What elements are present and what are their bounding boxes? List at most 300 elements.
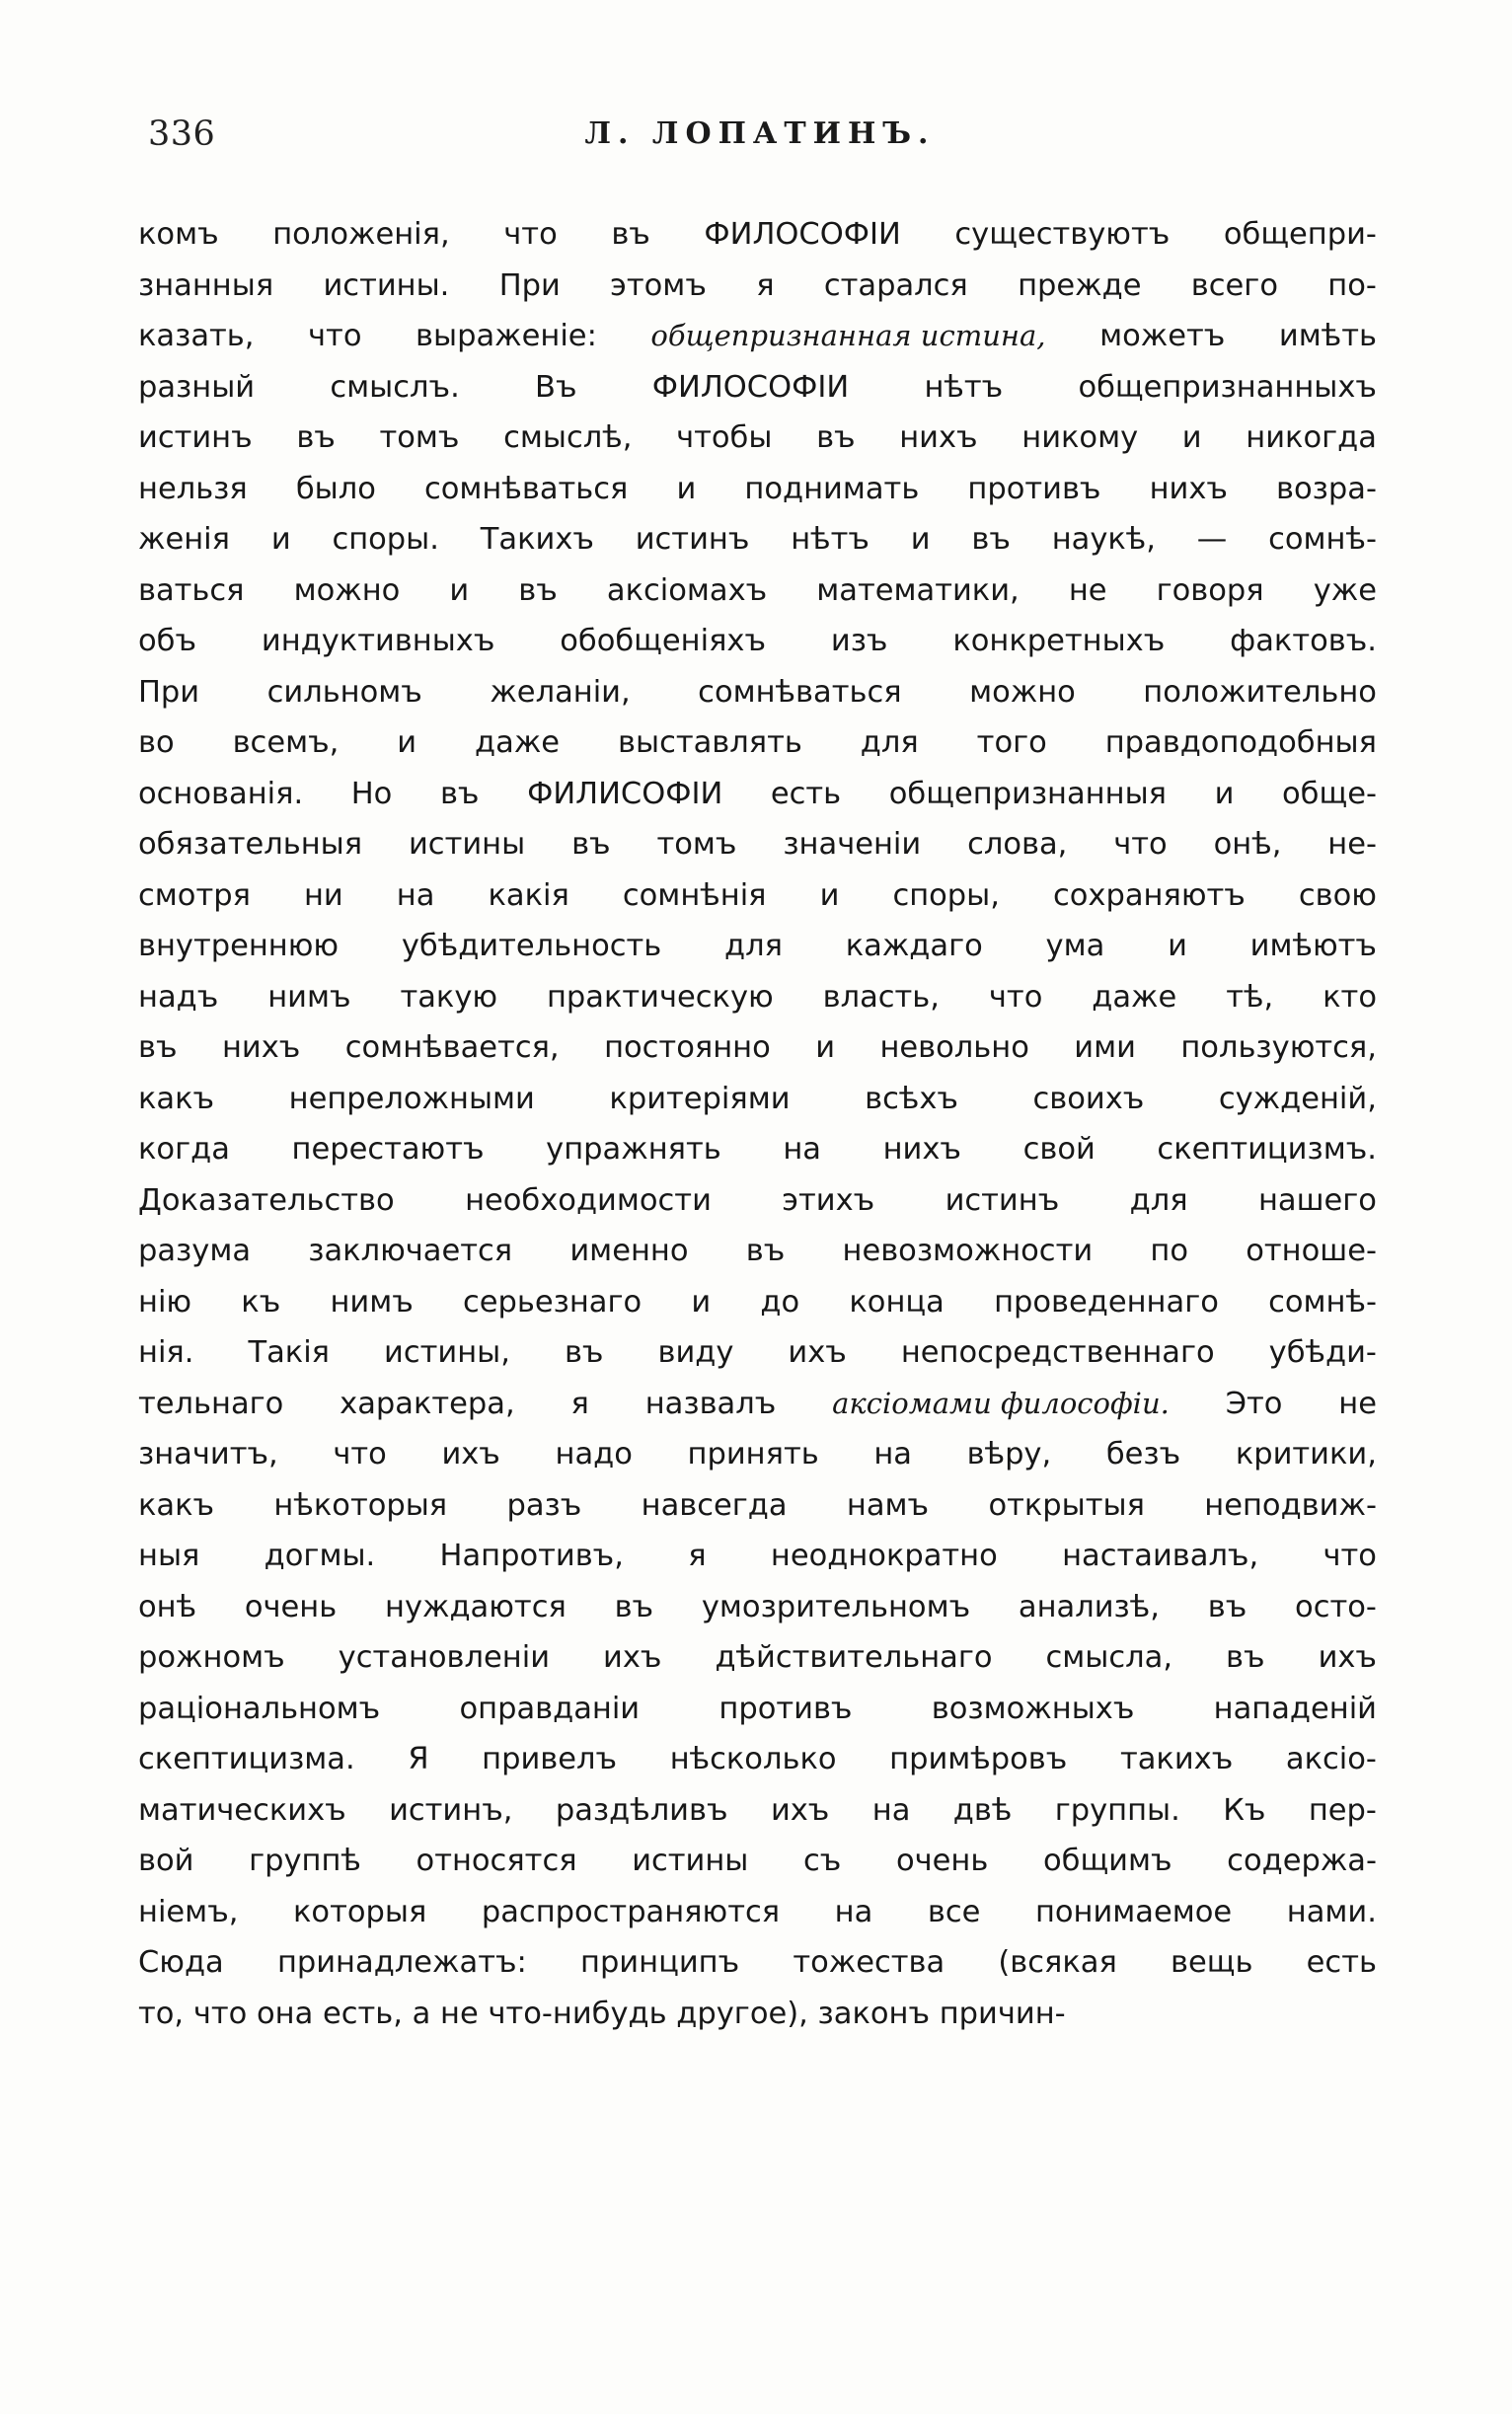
word: ФИЛОСОФІИ (651, 369, 850, 405)
word: смысла, (1045, 1640, 1173, 1675)
word: практическую (546, 979, 774, 1015)
text-line (138, 1480, 1377, 1532)
word: не (1338, 1386, 1377, 1421)
word: обобщеніяхъ (560, 624, 767, 658)
word: нашего (1257, 1182, 1377, 1218)
word: чтобы (676, 420, 773, 455)
word: къ (241, 1284, 281, 1320)
word: навсегда (641, 1487, 788, 1523)
word: сужденій, (1218, 1081, 1377, 1116)
word: Я (408, 1742, 429, 1776)
word: прежде (1018, 267, 1142, 303)
word: всего (1190, 267, 1278, 303)
word: томъ (379, 420, 460, 455)
word: онѣ (138, 1589, 197, 1624)
word: причин- (939, 1996, 1066, 2031)
word: слова, (967, 827, 1068, 862)
word: для (724, 929, 783, 963)
text-line (138, 566, 1377, 617)
text-line (138, 1582, 1377, 1633)
word: пер- (1308, 1792, 1377, 1828)
word: какъ (138, 1081, 215, 1116)
text-line (138, 769, 1377, 820)
word: власть, (822, 979, 940, 1015)
word: упражнять (546, 1132, 721, 1167)
word: настаивалъ, (1062, 1539, 1259, 1573)
word: ніемъ, (138, 1894, 239, 1929)
word: Сюда (138, 1945, 224, 1980)
word: можно (969, 674, 1076, 710)
text-line (138, 1887, 1377, 1938)
word: Въ (535, 369, 577, 405)
word: что (988, 979, 1043, 1015)
word: сомнѣ- (1268, 1284, 1377, 1320)
word: очень (244, 1589, 338, 1624)
word: распространяются (481, 1894, 781, 1929)
word: убѣди- (1268, 1335, 1377, 1370)
word: нуждаются (385, 1589, 567, 1624)
word: наукѣ, (1051, 522, 1156, 557)
word: было (295, 471, 376, 506)
word: законъ (817, 1996, 940, 2031)
text-line (138, 1785, 1377, 1837)
word: для (860, 725, 919, 760)
word: разный (138, 369, 256, 405)
word: группѣ (249, 1844, 361, 1878)
word: нами. (1286, 1894, 1377, 1929)
word: по- (1327, 267, 1377, 303)
word: возра- (1276, 471, 1377, 506)
word: имѣть (1278, 319, 1377, 353)
word: ФИЛОСОФІИ (704, 217, 901, 252)
word: Такихъ (480, 522, 594, 557)
word: конкретныхъ (952, 624, 1166, 658)
text-line (138, 1226, 1377, 1277)
word: въ (971, 522, 1011, 557)
word: и (815, 1030, 836, 1065)
word: выставлять (618, 725, 802, 760)
word: принять (687, 1437, 819, 1471)
word: ни (303, 877, 343, 913)
word: вой (138, 1844, 194, 1878)
word: даже (1092, 979, 1177, 1015)
word: ума (1045, 929, 1105, 963)
word: сомнѣ- (1268, 522, 1377, 557)
word: въ (571, 827, 611, 862)
word: перестаютъ (291, 1132, 485, 1167)
word: на (871, 1792, 911, 1828)
word: что (333, 1437, 387, 1471)
word: своихъ (1032, 1081, 1145, 1116)
word: конца (849, 1284, 945, 1320)
word: томъ (656, 827, 737, 862)
word: тельнаго (138, 1386, 284, 1421)
word: уже (1313, 572, 1377, 608)
word: споры. (332, 522, 439, 557)
word: обще- (1282, 776, 1377, 811)
word: нимъ (330, 1284, 414, 1320)
word: Но (350, 776, 393, 811)
word: примѣровъ (889, 1742, 1068, 1776)
word: сильномъ (266, 674, 422, 710)
word: ваться (138, 572, 245, 608)
word: ныя (138, 1539, 200, 1573)
word: очень (895, 1844, 989, 1878)
text-line (138, 1734, 1377, 1785)
word: и (1214, 776, 1235, 811)
text-line (138, 1836, 1377, 1887)
word: (всякая (998, 1945, 1117, 1980)
word: онѣ, (1213, 827, 1282, 862)
word: женія (138, 522, 231, 557)
word: и (910, 522, 931, 557)
page-header (148, 109, 1372, 168)
word: привелъ (482, 1742, 618, 1776)
word: такую (400, 979, 498, 1015)
word: заключается (308, 1234, 513, 1268)
word: въ (611, 217, 650, 252)
word: никому (1021, 420, 1139, 455)
word: намъ (846, 1487, 930, 1523)
word: установленіи (338, 1640, 551, 1675)
word: свой (1022, 1132, 1096, 1167)
word: дѣйствительнаго (715, 1640, 993, 1675)
word: выраженіе: (416, 319, 597, 353)
text-line (138, 362, 1377, 414)
word: тожества (793, 1945, 945, 1980)
word: какія (488, 877, 569, 913)
word: истины (632, 1844, 749, 1878)
word: нію (138, 1284, 192, 1320)
text-line (138, 514, 1377, 566)
word: не (440, 1996, 489, 2031)
word: общепри- (1223, 217, 1377, 252)
word: безъ (1105, 1437, 1181, 1471)
text-line (138, 1989, 1377, 2040)
word: критеріями (609, 1081, 791, 1116)
word: скептицизмъ. (1157, 1132, 1377, 1167)
word: то, (138, 1996, 193, 2031)
word: При (138, 674, 200, 710)
word: нападеній (1213, 1691, 1377, 1726)
word: открытыя (988, 1487, 1145, 1523)
word: убѣдительность (401, 929, 662, 963)
word: никогда (1246, 420, 1377, 455)
word: ихъ (1318, 1640, 1377, 1675)
word: можетъ (1099, 319, 1226, 353)
word: истинъ (945, 1182, 1060, 1218)
word: положительно (1143, 674, 1377, 710)
text-line (138, 311, 1377, 362)
word: матическихъ (138, 1792, 346, 1828)
text-line (138, 1074, 1377, 1125)
word: раздѣливъ (555, 1792, 728, 1828)
word: всѣхъ (865, 1081, 958, 1116)
word: Напротивъ, (439, 1539, 624, 1573)
word: знанныя (138, 267, 274, 303)
word: нихъ (899, 420, 978, 455)
word: назвалъ (644, 1386, 777, 1421)
word: на (873, 1437, 912, 1471)
text-line (138, 1379, 1377, 1430)
word: сохраняютъ (1053, 877, 1246, 913)
word: возможныхъ (931, 1691, 1135, 1726)
word: на (396, 877, 435, 913)
word: въ (296, 420, 336, 455)
body-text (138, 209, 1377, 2039)
word: пользуются, (1180, 1030, 1377, 1065)
word: и (449, 572, 470, 608)
word: противъ (718, 1691, 853, 1726)
word: нѣтъ (924, 369, 1004, 405)
text-line (138, 1124, 1377, 1175)
text-line (138, 717, 1377, 769)
word: сомнѣваться (423, 471, 629, 506)
word: изъ (830, 624, 888, 658)
word: общепризнанныхъ (1078, 369, 1377, 405)
word: сомнѣвается, (344, 1030, 560, 1065)
word: этихъ (782, 1182, 875, 1218)
word: смыслъ. (330, 369, 460, 405)
word: тѣ, (1226, 979, 1274, 1015)
word: рожномъ (138, 1640, 285, 1675)
word: и (676, 471, 697, 506)
word: истины, (384, 1335, 510, 1370)
word: можно (293, 572, 401, 608)
word: сомнѣнія (622, 877, 767, 913)
word: разума (138, 1234, 252, 1268)
word: есть (770, 776, 842, 811)
word: индуктивныхъ (261, 624, 495, 658)
word: обязательныя (138, 827, 363, 862)
word: все (927, 1894, 981, 1929)
word: вѣру, (966, 1437, 1052, 1471)
word: содержа- (1227, 1844, 1377, 1878)
word: — (1196, 522, 1228, 557)
text-line (138, 1327, 1377, 1379)
word: разъ (506, 1487, 582, 1523)
word: положенія, (272, 217, 450, 252)
word: которыя (293, 1894, 427, 1929)
word: Доказательство (138, 1182, 395, 1218)
word: споры, (892, 877, 1000, 913)
word: принадлежатъ: (276, 1945, 527, 1980)
word: серьезнаго (463, 1284, 643, 1320)
word: что-нибудь (488, 1996, 677, 2031)
word: въ (1226, 1640, 1265, 1675)
word: старался (823, 267, 968, 303)
word: общимъ (1042, 1844, 1172, 1878)
running-title: Л. ЛОПАТИНЪ. (584, 116, 936, 151)
word: я (756, 267, 775, 303)
word: основанія. (138, 776, 304, 811)
emphasis-text: аксіомами философіи. (832, 1386, 1170, 1420)
text-line (138, 1022, 1377, 1074)
word: какъ (138, 1487, 215, 1523)
word: ихъ (770, 1792, 830, 1828)
word: въ (138, 1030, 178, 1065)
word: истины (408, 827, 526, 862)
word: группы. (1054, 1792, 1180, 1828)
word: этомъ (610, 267, 707, 303)
word: постоянно (604, 1030, 771, 1065)
text-line (138, 921, 1377, 972)
word: оправданіи (459, 1691, 641, 1726)
word: фактовъ. (1230, 624, 1377, 658)
word: нія. (138, 1335, 194, 1370)
word: я (688, 1539, 707, 1573)
word: въ (518, 572, 558, 608)
word: въ (745, 1234, 786, 1268)
text-line (138, 1429, 1377, 1480)
word: осто- (1295, 1589, 1377, 1624)
word: значитъ, (138, 1437, 278, 1471)
word: даже (475, 725, 561, 760)
word: другое), (676, 1996, 818, 2031)
word: непосредственнаго (900, 1335, 1215, 1370)
word: ихъ (788, 1335, 847, 1370)
word: отноше- (1246, 1234, 1377, 1268)
text-line (138, 667, 1377, 718)
word: съ (803, 1844, 842, 1878)
word: общепризнанныя (888, 776, 1167, 811)
text-line (138, 261, 1377, 312)
word: говоря (1156, 572, 1264, 608)
word: нельзя (138, 471, 248, 506)
word: и (1168, 929, 1187, 963)
word: аксіо- (1285, 1742, 1377, 1776)
word: Къ (1223, 1792, 1266, 1828)
word: нѣкоторыя (273, 1487, 448, 1523)
word: внутреннюю (138, 929, 340, 963)
word: и (819, 877, 840, 913)
word: скептицизма. (138, 1742, 355, 1776)
text-line (138, 413, 1377, 464)
word: каждаго (845, 929, 983, 963)
word: и (397, 725, 417, 760)
word: что (308, 319, 362, 353)
word: ФИЛИСОФІИ (527, 776, 723, 811)
word: критики, (1235, 1437, 1377, 1471)
word: что (1113, 827, 1168, 862)
word: въ (816, 420, 856, 455)
word: объ (138, 624, 197, 658)
word: не (1068, 572, 1107, 608)
word: раціональномъ (138, 1691, 381, 1726)
word: до (760, 1284, 800, 1320)
word: характера, (340, 1386, 515, 1421)
word: казать, (138, 319, 255, 353)
word: истинъ (138, 420, 253, 455)
word: надо (555, 1437, 633, 1471)
text-line (138, 1277, 1377, 1328)
word: надъ (138, 979, 219, 1015)
word: невозможности (842, 1234, 1094, 1268)
text-line (138, 1937, 1377, 1989)
word: сомнѣваться (698, 674, 902, 710)
word: догмы. (264, 1539, 376, 1573)
word: имѣютъ (1249, 929, 1377, 963)
word: противъ (967, 471, 1101, 506)
word: ихъ (441, 1437, 500, 1471)
word: двѣ (952, 1792, 1013, 1828)
word: въ (614, 1589, 654, 1624)
word: и (1181, 420, 1202, 455)
word: вещь (1171, 1945, 1253, 1980)
word: При (498, 267, 561, 303)
word: правдоподобныя (1104, 725, 1377, 760)
word: невольно (879, 1030, 1029, 1065)
word: неподвиж- (1204, 1487, 1377, 1523)
word: а (412, 1996, 441, 2031)
word: есть (1306, 1945, 1377, 1980)
word: не- (1327, 827, 1377, 862)
word: и (691, 1284, 712, 1320)
text-line (138, 209, 1377, 261)
word: кто (1323, 979, 1377, 1015)
word: въ (1207, 1589, 1247, 1624)
word: желаніи, (490, 674, 631, 710)
word: нимъ (267, 979, 351, 1015)
word: проведеннаго (994, 1284, 1219, 1320)
word: въ (439, 776, 480, 811)
word: поднимать (744, 471, 920, 506)
word: нѣсколько (669, 1742, 837, 1776)
word: математики, (816, 572, 1020, 608)
word: аксіомахъ (606, 572, 768, 608)
word: и (270, 522, 291, 557)
page-number: 336 (148, 114, 216, 154)
word: для (1129, 1182, 1188, 1218)
text-line (138, 1632, 1377, 1684)
word: такихъ (1119, 1742, 1234, 1776)
word: непреложными (288, 1081, 535, 1116)
word: смыслѣ, (503, 420, 633, 455)
word: всемъ, (232, 725, 340, 760)
word: нихъ (1149, 471, 1228, 506)
word: значеніи (783, 827, 922, 862)
word: свою (1298, 877, 1377, 913)
word: во (138, 725, 175, 760)
word: на (783, 1132, 821, 1167)
word: въ (564, 1335, 604, 1370)
word: умозрительномъ (701, 1589, 971, 1624)
word: Это (1225, 1386, 1283, 1421)
word: что (192, 1996, 257, 2031)
word: комъ (138, 217, 219, 252)
text-line (138, 819, 1377, 870)
word: ихъ (603, 1640, 662, 1675)
word: того (976, 725, 1047, 760)
word: по (1150, 1234, 1189, 1268)
word: нихъ (221, 1030, 301, 1065)
word: необходимости (465, 1182, 712, 1218)
word: существуютъ (954, 217, 1171, 252)
word: относятся (416, 1844, 577, 1878)
word: принципъ (580, 1945, 740, 1980)
word: что (503, 217, 558, 252)
word: ими (1074, 1030, 1136, 1065)
word: виду (657, 1335, 734, 1370)
text-line (138, 616, 1377, 667)
word: понимаемое (1034, 1894, 1233, 1929)
text-line (138, 1531, 1377, 1582)
word: я (570, 1386, 589, 1421)
word: именно (569, 1234, 689, 1268)
word: Такія (248, 1335, 331, 1370)
text-line (138, 870, 1377, 922)
word: смотря (138, 877, 251, 913)
